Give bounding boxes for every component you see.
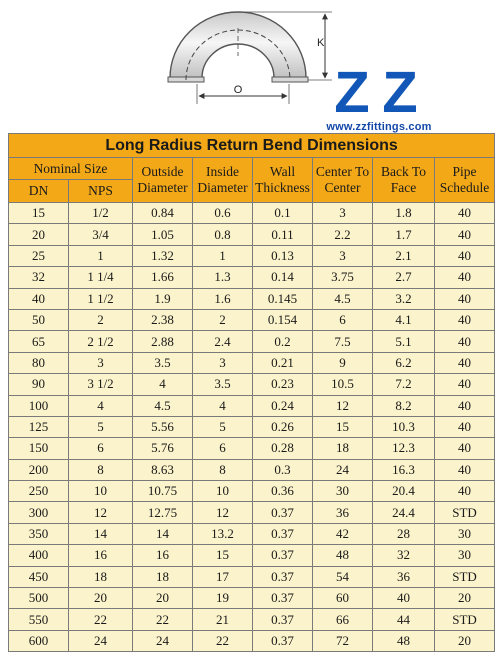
pipe-schedule-cell: STD [435,566,495,587]
table-row [9,267,495,288]
center-to-center-header: Center To Center [313,158,373,203]
center-to-center-cell: 3.75 [313,267,373,288]
wall-thickness-cell: 0.37 [253,502,313,523]
nps-cell: 3 [69,352,133,373]
inside-diameter-cell: 17 [193,566,253,587]
dn-cell: 25 [9,245,69,266]
table-title: Long Radius Return Bend Dimensions [9,134,495,158]
outside-diameter-cell: 22 [133,609,193,630]
table-row [9,374,495,395]
dn-cell: 20 [9,224,69,245]
center-to-center-cell: 30 [313,481,373,502]
outside-diameter-cell: 24 [133,630,193,651]
pipe-schedule-cell: 40 [435,309,495,330]
dn-cell: 400 [9,545,69,566]
dn-cell: 350 [9,523,69,544]
back-to-face-cell: 1.7 [373,224,435,245]
nps-cell: 14 [69,523,133,544]
dn-cell: 80 [9,352,69,373]
inside-diameter-cell: 3.5 [193,374,253,395]
table-row [9,309,495,330]
pipe-schedule-cell: 40 [435,395,495,416]
dn-cell: 150 [9,438,69,459]
bend-end-right [272,77,308,82]
back-to-face-cell: 28 [373,523,435,544]
back-to-face-cell: 10.3 [373,416,435,437]
wall-thickness-cell: 0.37 [253,545,313,566]
back-to-face-cell: 2.7 [373,267,435,288]
center-to-center-cell: 3 [313,203,373,224]
outside-diameter-cell: 4.5 [133,395,193,416]
logo-letter-1: Z [334,60,370,125]
nps-cell: 1/2 [69,203,133,224]
pipe-schedule-cell: 40 [435,224,495,245]
dn-cell: 550 [9,609,69,630]
center-to-center-cell: 66 [313,609,373,630]
outside-diameter-cell: 10.75 [133,481,193,502]
nps-cell: 5 [69,416,133,437]
dn-cell: 125 [9,416,69,437]
outside-diameter-cell: 2.88 [133,331,193,352]
table-row [9,438,495,459]
table-row [9,588,495,609]
nps-cell: 2 1/2 [69,331,133,352]
back-to-face-header: Back To Face [373,158,435,203]
dn-cell: 250 [9,481,69,502]
table-row [9,459,495,480]
dn-cell: 32 [9,267,69,288]
outside-diameter-cell: 5.76 [133,438,193,459]
dn-cell: 450 [9,566,69,587]
nps-cell: 4 [69,395,133,416]
inside-diameter-cell: 2.4 [193,331,253,352]
center-to-center-cell: 24 [313,459,373,480]
dn-cell: 50 [9,309,69,330]
pipe-schedule-cell: 40 [435,438,495,459]
table-row [9,502,495,523]
outside-diameter-cell: 1.32 [133,245,193,266]
inside-diameter-cell: 4 [193,395,253,416]
center-to-center-cell: 10.5 [313,374,373,395]
back-to-face-cell: 8.2 [373,395,435,416]
o-label: O [233,84,243,96]
nps-header: NPS [69,180,133,203]
wall-thickness-cell: 0.23 [253,374,313,395]
center-to-center-cell: 6 [313,309,373,330]
nominal-size-header: Nominal Size [9,158,133,180]
center-to-center-cell: 54 [313,566,373,587]
inside-diameter-cell: 1 [193,245,253,266]
wall-thickness-cell: 0.37 [253,588,313,609]
k-label: K [317,37,325,49]
outside-diameter-cell: 18 [133,566,193,587]
nps-cell: 12 [69,502,133,523]
back-to-face-cell: 36 [373,566,435,587]
nps-cell: 8 [69,459,133,480]
inside-diameter-cell: 22 [193,630,253,651]
table-row [9,416,495,437]
dn-cell: 500 [9,588,69,609]
outside-diameter-cell: 2.38 [133,309,193,330]
inside-diameter-cell: 19 [193,588,253,609]
back-to-face-cell: 2.1 [373,245,435,266]
back-to-face-cell: 7.2 [373,374,435,395]
table-row [9,331,495,352]
outside-diameter-cell: 16 [133,545,193,566]
back-to-face-cell: 6.2 [373,352,435,373]
center-to-center-cell: 2.2 [313,224,373,245]
inside-diameter-cell: 8 [193,459,253,480]
dn-cell: 300 [9,502,69,523]
dn-cell: 90 [9,374,69,395]
wall-thickness-cell: 0.14 [253,267,313,288]
pipe-schedule-cell: 40 [435,288,495,309]
wall-thickness-header: Wall Thickness [253,158,313,203]
table-row [9,245,495,266]
pipe-schedule-cell: 40 [435,203,495,224]
table-row [9,481,495,502]
wall-thickness-cell: 0.37 [253,609,313,630]
outside-diameter-cell: 14 [133,523,193,544]
nps-cell: 20 [69,588,133,609]
table-row [9,630,495,651]
dn-header: DN [9,180,69,203]
pipe-schedule-cell: 20 [435,630,495,651]
pipe-schedule-cell: 40 [435,245,495,266]
center-to-center-cell: 42 [313,523,373,544]
dn-cell: 100 [9,395,69,416]
table-row [9,203,495,224]
wall-thickness-cell: 0.3 [253,459,313,480]
outside-diameter-cell: 1.9 [133,288,193,309]
outside-diameter-cell: 1.66 [133,267,193,288]
dn-cell: 600 [9,630,69,651]
center-to-center-cell: 60 [313,588,373,609]
table-row [9,224,495,245]
wall-thickness-cell: 0.1 [253,203,313,224]
inside-diameter-cell: 13.2 [193,523,253,544]
pipe-schedule-cell: 30 [435,545,495,566]
pipe-schedule-cell: 40 [435,481,495,502]
wall-thickness-cell: 0.24 [253,395,313,416]
inside-diameter-cell: 1.3 [193,267,253,288]
back-to-face-cell: 4.1 [373,309,435,330]
nps-cell: 10 [69,481,133,502]
back-to-face-cell: 12.3 [373,438,435,459]
pipe-schedule-cell: 40 [435,331,495,352]
nps-cell: 3 1/2 [69,374,133,395]
nps-cell: 1 1/4 [69,267,133,288]
center-to-center-cell: 36 [313,502,373,523]
inside-diameter-cell: 6 [193,438,253,459]
nps-cell: 24 [69,630,133,651]
dn-cell: 200 [9,459,69,480]
dn-cell: 15 [9,203,69,224]
wall-thickness-cell: 0.145 [253,288,313,309]
table-row [9,566,495,587]
wall-thickness-cell: 0.154 [253,309,313,330]
pipe-schedule-cell: 40 [435,267,495,288]
logo-letter-2: Z [382,60,418,125]
outside-diameter-cell: 20 [133,588,193,609]
back-to-face-cell: 1.8 [373,203,435,224]
dn-cell: 65 [9,331,69,352]
center-to-center-cell: 18 [313,438,373,459]
outside-diameter-cell: 4 [133,374,193,395]
pipe-schedule-cell: 40 [435,374,495,395]
wall-thickness-cell: 0.37 [253,630,313,651]
center-to-center-cell: 9 [313,352,373,373]
outside-diameter-cell: 5.56 [133,416,193,437]
inside-diameter-cell: 21 [193,609,253,630]
pipe-schedule-cell: STD [435,609,495,630]
back-to-face-cell: 44 [373,609,435,630]
inside-diameter-cell: 0.8 [193,224,253,245]
inside-diameter-cell: 3 [193,352,253,373]
inside-diameter-cell: 2 [193,309,253,330]
outside-diameter-cell: 8.63 [133,459,193,480]
wall-thickness-cell: 0.21 [253,352,313,373]
back-to-face-cell: 16.3 [373,459,435,480]
nps-cell: 1 1/2 [69,288,133,309]
wall-thickness-cell: 0.11 [253,224,313,245]
outside-diameter-cell: 1.05 [133,224,193,245]
back-to-face-cell: 32 [373,545,435,566]
inside-diameter-cell: 0.6 [193,203,253,224]
back-to-face-cell: 48 [373,630,435,651]
pipe-schedule-cell: 40 [435,352,495,373]
wall-thickness-cell: 0.37 [253,523,313,544]
pipe-schedule-cell: 40 [435,416,495,437]
table-row [9,523,495,544]
dn-cell: 40 [9,288,69,309]
logo-url: www.zzfittings.com [326,121,432,133]
nps-cell: 2 [69,309,133,330]
table-row [9,609,495,630]
pipe-schedule-cell: 20 [435,588,495,609]
nps-cell: 1 [69,245,133,266]
pipe-schedule-header: Pipe Schedule [435,158,495,203]
table-row [9,545,495,566]
inside-diameter-cell: 5 [193,416,253,437]
inside-diameter-cell: 1.6 [193,288,253,309]
wall-thickness-cell: 0.28 [253,438,313,459]
outside-diameter-header: Outside Diameter [133,158,193,203]
inside-diameter-cell: 12 [193,502,253,523]
pipe-schedule-cell: 40 [435,459,495,480]
outside-diameter-cell: 3.5 [133,352,193,373]
back-to-face-cell: 20.4 [373,481,435,502]
center-to-center-cell: 15 [313,416,373,437]
dimensions-table [8,133,495,652]
wall-thickness-cell: 0.26 [253,416,313,437]
pipe-schedule-cell: 30 [435,523,495,544]
center-to-center-cell: 3 [313,245,373,266]
center-to-center-cell: 12 [313,395,373,416]
back-to-face-cell: 40 [373,588,435,609]
wall-thickness-cell: 0.37 [253,566,313,587]
wall-thickness-cell: 0.36 [253,481,313,502]
nps-cell: 16 [69,545,133,566]
center-to-center-cell: 72 [313,630,373,651]
nps-cell: 18 [69,566,133,587]
table-row [9,395,495,416]
wall-thickness-cell: 0.13 [253,245,313,266]
inside-diameter-cell: 10 [193,481,253,502]
wall-thickness-cell: 0.2 [253,331,313,352]
back-to-face-cell: 5.1 [373,331,435,352]
back-to-face-cell: 24.4 [373,502,435,523]
inside-diameter-header: Inside Diameter [193,158,253,203]
table-body [9,203,495,652]
inside-diameter-cell: 15 [193,545,253,566]
nps-cell: 3/4 [69,224,133,245]
table-row [9,288,495,309]
table-row [9,352,495,373]
back-to-face-cell: 3.2 [373,288,435,309]
zz-logo [322,60,434,125]
pipe-schedule-cell: STD [435,502,495,523]
center-to-center-cell: 7.5 [313,331,373,352]
nps-cell: 22 [69,609,133,630]
nps-cell: 6 [69,438,133,459]
center-to-center-cell: 4.5 [313,288,373,309]
outside-diameter-cell: 0.84 [133,203,193,224]
outside-diameter-cell: 12.75 [133,502,193,523]
center-to-center-cell: 48 [313,545,373,566]
